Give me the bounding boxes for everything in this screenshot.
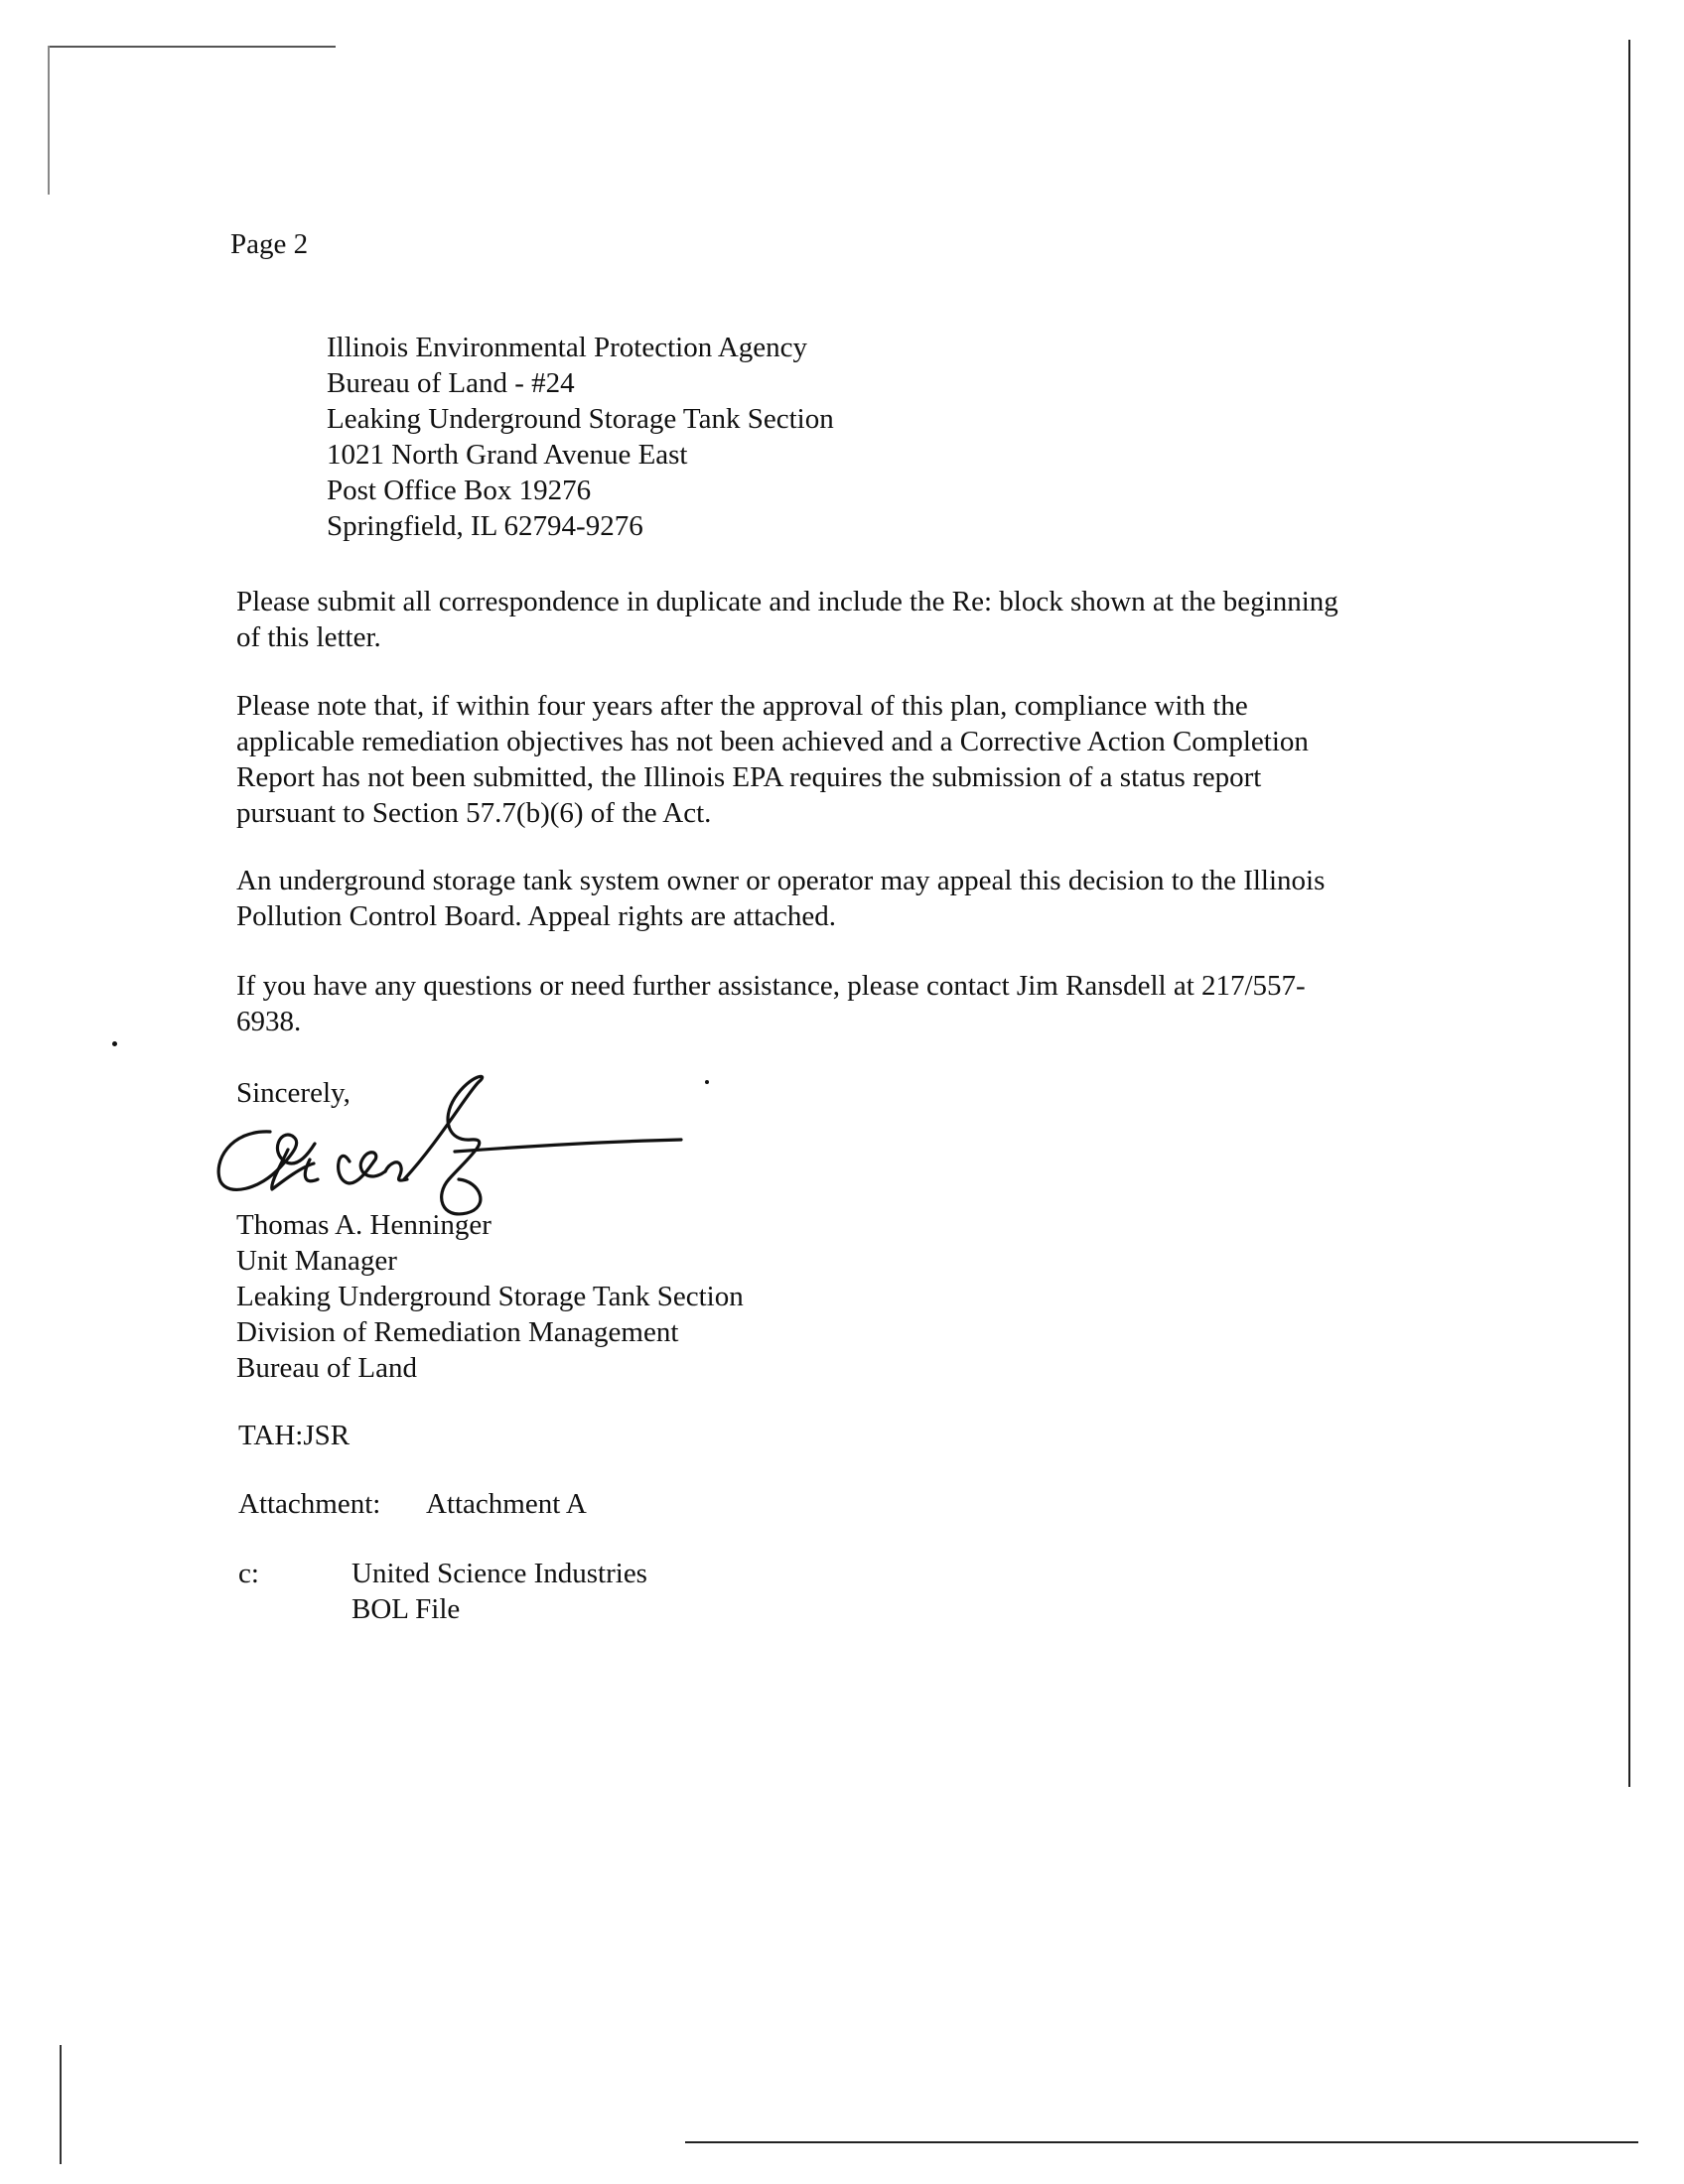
paragraph-line: applicable remediation objectives has not been achieved and a Corrective Action Completion: [236, 726, 1309, 757]
cc-recipients: [351, 1556, 647, 1627]
scan-border-left-lower: [60, 2045, 62, 2164]
paragraph-line: pursuant to Section 57.7(b)(6) of the Act.: [236, 797, 712, 829]
cc-label: c:: [238, 1558, 259, 1589]
page-number: Page 2: [230, 228, 309, 260]
paragraph-contact: [236, 968, 1477, 1039]
attachment-label: Attachment:: [238, 1488, 381, 1520]
signer-line: Division of Remediation Management: [236, 1316, 679, 1348]
signer-line: Leaking Underground Storage Tank Section: [236, 1281, 744, 1312]
signer-line: Thomas A. Henninger: [236, 1209, 491, 1241]
paragraph-appeal: [236, 863, 1477, 934]
closing: Sincerely,: [236, 1077, 351, 1109]
paragraph-line: Please note that, if within four years after the approval of this plan, compliance with the: [236, 690, 1248, 722]
paragraph-line: 6938.: [236, 1006, 302, 1037]
scan-border-bottom: [685, 2141, 1638, 2143]
scan-border-right: [1628, 40, 1630, 1787]
address-block: [327, 330, 834, 544]
scan-border-top: [48, 46, 336, 48]
typist-initials: TAH:JSR: [238, 1420, 351, 1451]
scan-speck: [705, 1080, 709, 1084]
signer-block: [236, 1207, 744, 1386]
signer-line: Bureau of Land: [236, 1352, 417, 1384]
address-line: 1021 North Grand Avenue East: [327, 439, 688, 471]
signature-image: [210, 1072, 697, 1221]
scan-speck: [112, 1041, 117, 1046]
paragraph-line: Report has not been submitted, the Illinois EPA requires the submission of a status report: [236, 761, 1262, 793]
paragraph-line: Please submit all correspondence in duplicate and include the Re: block shown at the beginning: [236, 586, 1338, 617]
scan-border-left: [48, 46, 50, 195]
paragraph-correspondence: [236, 584, 1477, 655]
address-line: Springfield, IL 62794-9276: [327, 510, 643, 542]
signer-line: Unit Manager: [236, 1245, 397, 1277]
address-line: Bureau of Land - #24: [327, 367, 575, 399]
address-line: Post Office Box 19276: [327, 475, 592, 506]
paragraph-status-report: [236, 688, 1477, 831]
cc-recipient: United Science Industries: [351, 1558, 647, 1589]
paragraph-line: An underground storage tank system owner or operator may appeal this decision to the Illinois: [236, 865, 1326, 896]
paragraph-line: If you have any questions or need further assistance, please contact Jim Ransdell at 217/557-: [236, 970, 1306, 1002]
address-line: Leaking Underground Storage Tank Section: [327, 403, 834, 435]
paragraph-line: of this letter.: [236, 621, 381, 653]
cc-recipient: BOL File: [351, 1593, 461, 1625]
paragraph-line: Pollution Control Board. Appeal rights are attached.: [236, 900, 837, 932]
address-line: Illinois Environmental Protection Agency: [327, 332, 808, 363]
attachment-value: Attachment A: [426, 1488, 587, 1520]
